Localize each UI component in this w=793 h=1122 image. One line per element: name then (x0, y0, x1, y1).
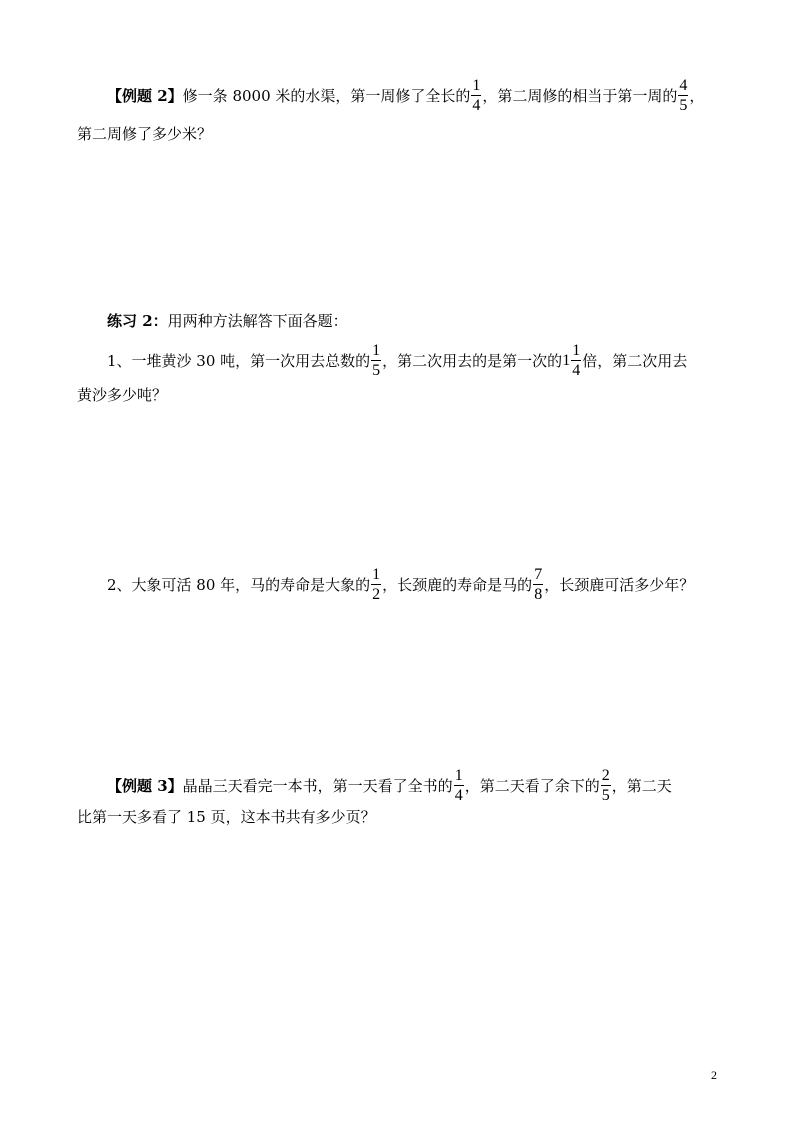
example2-text-c: ， (689, 87, 705, 105)
fraction-numerator: 1 (454, 767, 463, 784)
q1-text-c: 倍，第二次用去 (582, 352, 688, 370)
q1-text-a: 1、一堆黄沙 30 吨，第一次用去总数的 (107, 352, 371, 370)
q1-fraction-2 (571, 343, 581, 379)
example3-text-a: 晶晶三天看完一本书，第一天看了全书的 (182, 777, 453, 795)
practice2-q1-line2 (77, 385, 167, 405)
fraction-numerator: 1 (372, 342, 381, 359)
q2-fraction-1 (371, 567, 381, 603)
example3-fraction-1 (454, 768, 464, 804)
example3-tag: 【例题 3】 (107, 777, 183, 795)
fraction-numerator: 1 (572, 342, 581, 359)
example2-tag: 【例题 2】 (107, 87, 183, 105)
fraction-denominator: 5 (372, 362, 381, 379)
example3-line1 (107, 768, 672, 804)
fraction-denominator: 5 (601, 787, 610, 804)
practice2-q1-line1 (107, 343, 687, 379)
fraction-numerator: 4 (679, 77, 688, 94)
practice2-heading (107, 311, 348, 331)
fraction-denominator: 5 (679, 97, 688, 114)
q2-fraction-2 (533, 567, 543, 603)
fraction-denominator: 2 (372, 586, 381, 603)
practice2-heading-instructions: 用两种方法解答下面各题： (167, 312, 348, 330)
example2-line2 (77, 124, 212, 144)
example2-line1 (107, 78, 704, 114)
example2-question: 第二周修了多少米？ (77, 125, 213, 143)
q1-text-b: ，第二次用去的是第一次的 (382, 352, 563, 370)
example2-text-a: 修一条 8000 米的水渠，第一周修了全长的 (182, 87, 471, 105)
fraction-denominator: 4 (454, 787, 463, 804)
example3-question: 比第一天多看了 15 页，这本书共有多少页？ (77, 808, 376, 826)
q2-text-c: ，长颈鹿可活多少年？ (544, 576, 695, 594)
page-number: 2 (711, 1068, 717, 1082)
example3-line2 (77, 807, 376, 827)
example3-fraction-2 (601, 768, 611, 804)
example2-fraction-1 (471, 78, 481, 114)
practice2-heading-label: 练习 2： (107, 312, 168, 330)
q2-text-b: ，长颈鹿的寿命是马的 (382, 576, 533, 594)
fraction-numerator: 2 (601, 767, 610, 784)
fraction-denominator: 8 (534, 586, 543, 603)
fraction-numerator: 7 (534, 566, 543, 583)
fraction-numerator: 1 (372, 566, 381, 583)
example3-text-b: ，第二天看了余下的 (464, 777, 600, 795)
fraction-numerator: 1 (472, 77, 481, 94)
example2-fraction-2 (678, 78, 688, 114)
example2-text-b: ，第二周修的相当于第一周的 (482, 87, 678, 105)
q1-question: 黄沙多少吨？ (77, 386, 168, 404)
q1-fraction-1 (371, 343, 381, 379)
fraction-denominator: 4 (572, 362, 581, 379)
example3-text-c: ，第二天 (611, 777, 672, 795)
q2-text-a: 2、大象可活 80 年，马的寿命是大象的 (107, 576, 371, 594)
q1-mixed-whole: 1 (562, 352, 571, 369)
practice2-q2-line1 (107, 567, 694, 603)
fraction-denominator: 4 (472, 97, 481, 114)
